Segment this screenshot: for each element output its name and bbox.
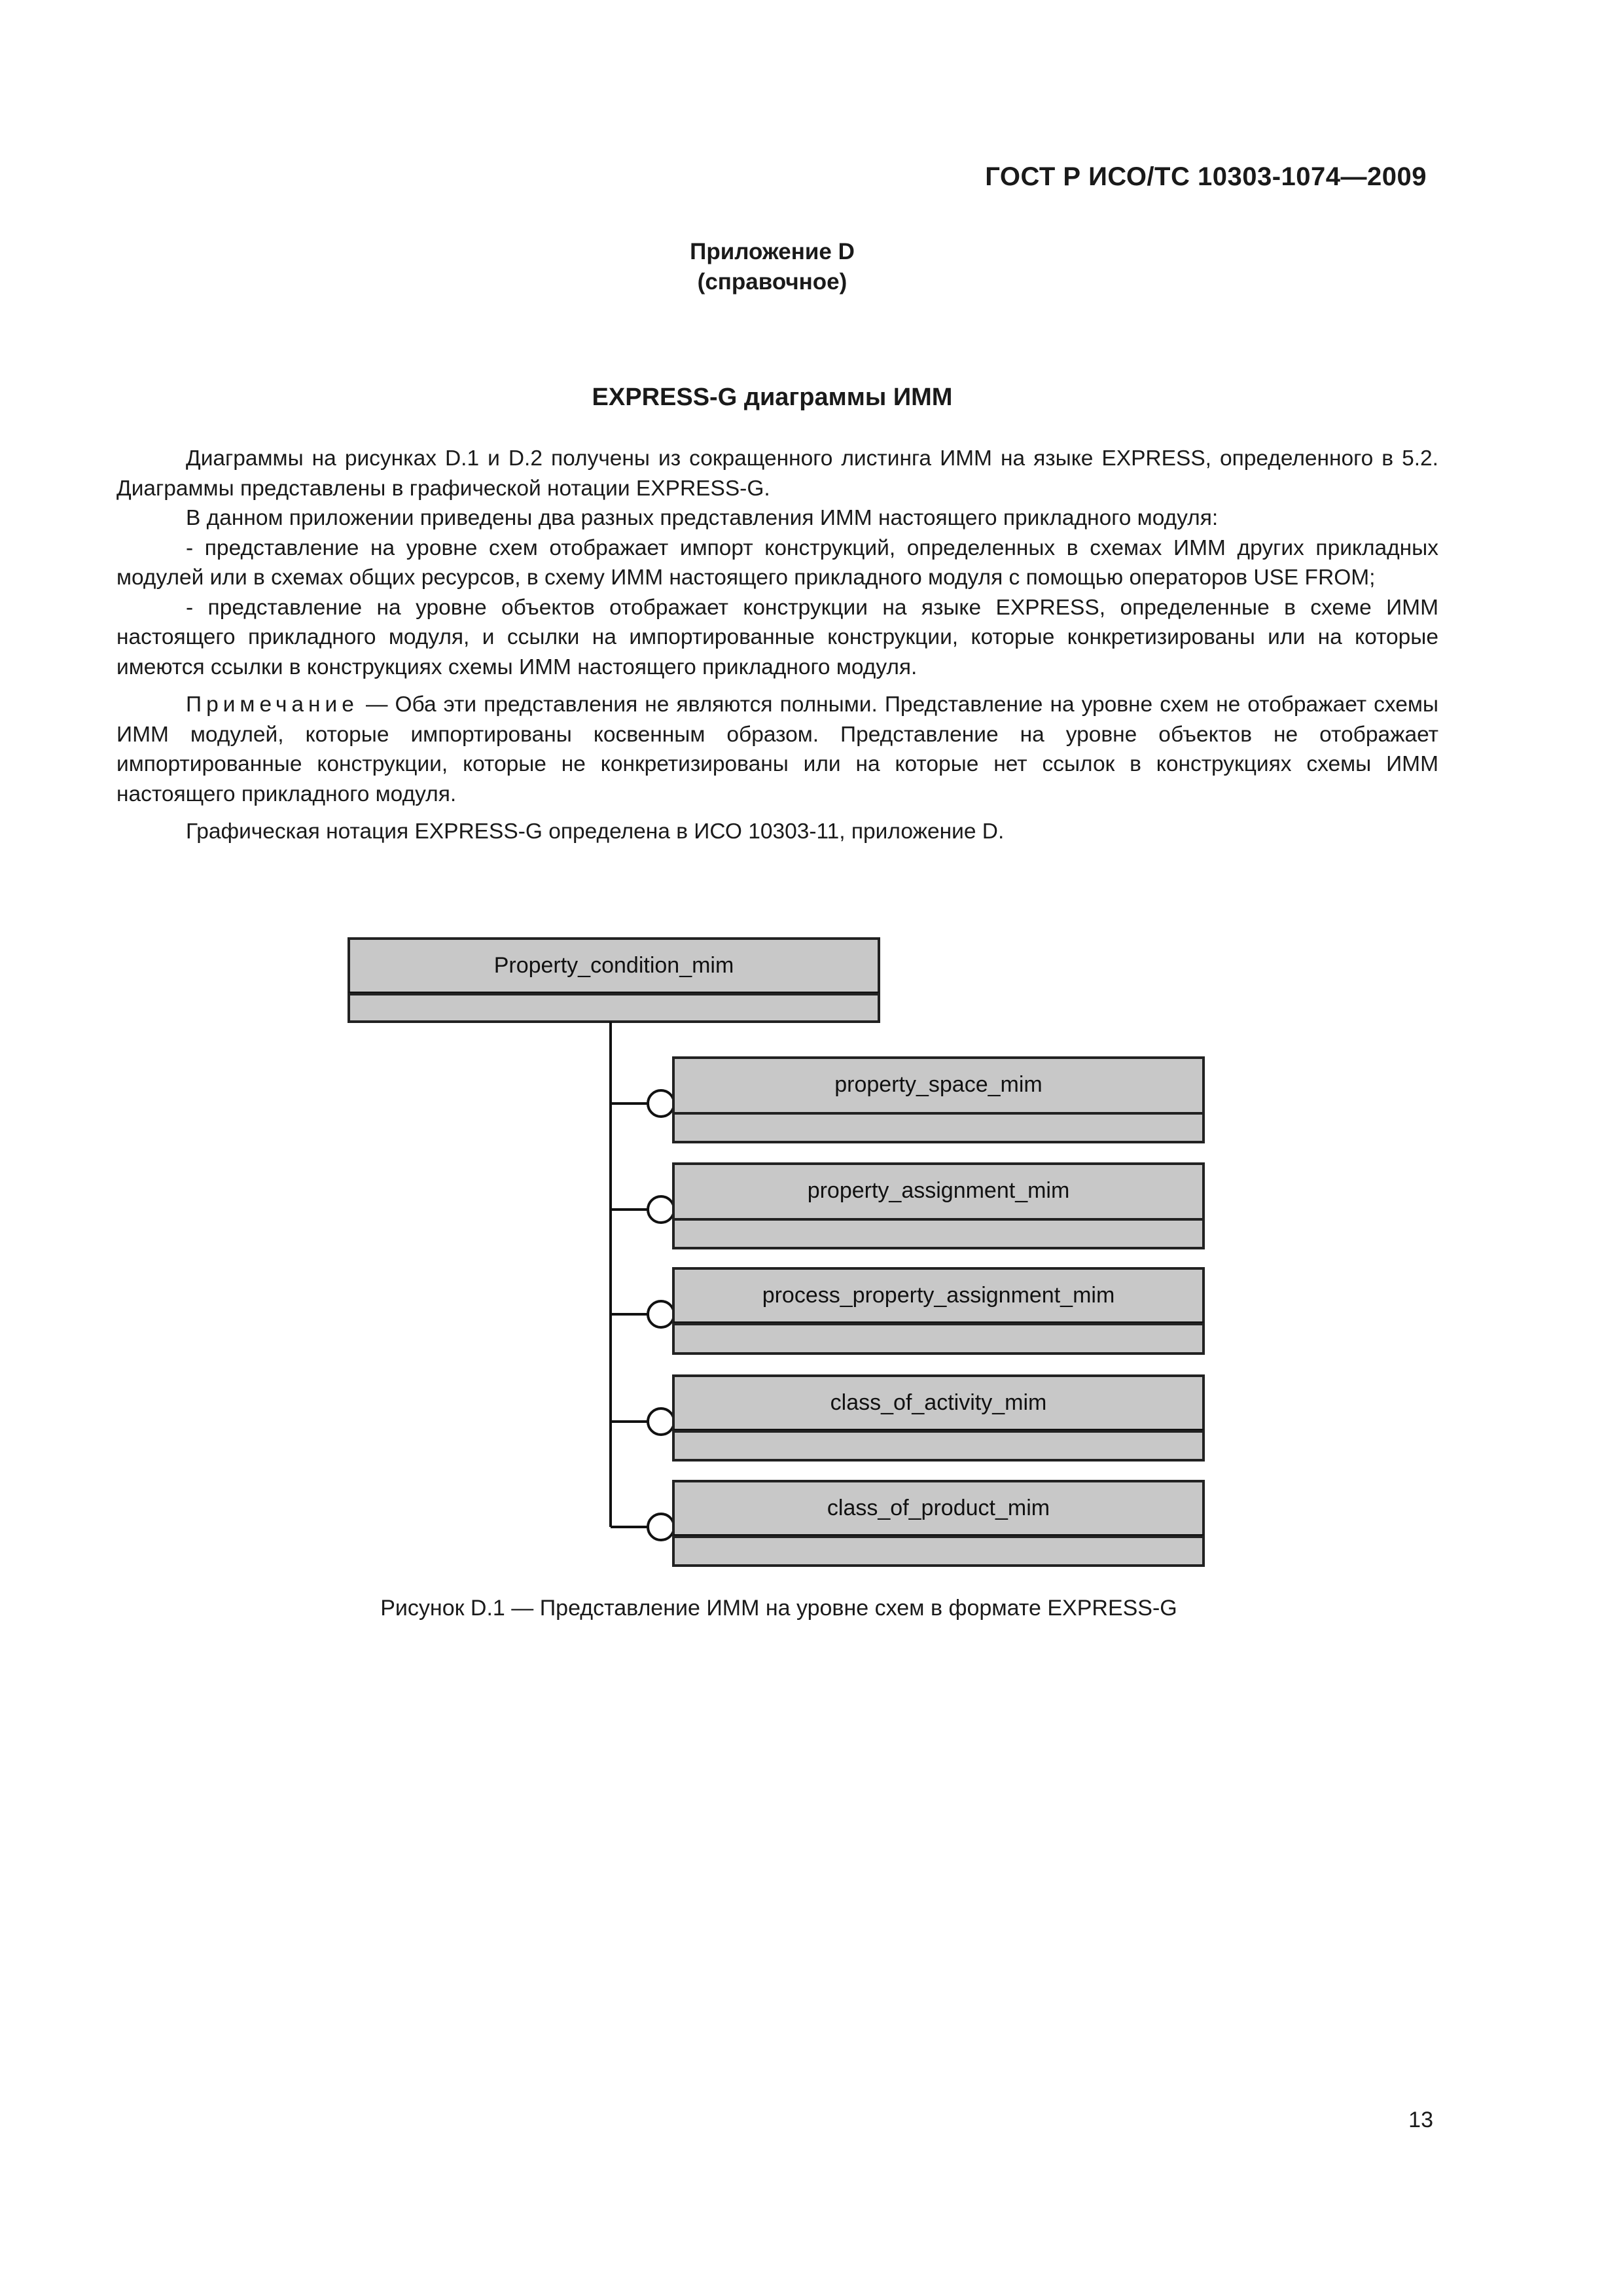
child-schema-box <box>611 1268 1204 1354</box>
child-schema-label: property_assignment_mim <box>807 1178 1070 1203</box>
annex-label: Приложение D <box>690 239 855 264</box>
child-schema-box <box>611 1376 1204 1460</box>
child-schema-box <box>611 1164 1204 1248</box>
annex-status: (справочное) <box>697 269 847 295</box>
paragraph-5: Графическая нотация EXPRESS-G определена в ИСО 10303-11, приложение D. <box>186 819 1005 844</box>
paragraph-1: Диаграммы на рисунках D.1 и D.2 получены из сокращенного листинга ИММ на языке EXPRESS, определенного в 5.2. Диаграммы представлены в графической нотации EXPRESS-G. <box>116 446 1438 501</box>
child-schema-label: class_of_activity_mim <box>830 1390 1047 1415</box>
child-schema-box <box>611 1481 1204 1566</box>
section-title: EXPRESS-G диаграммы ИММ <box>592 384 953 411</box>
root-schema-box <box>349 939 879 1022</box>
child-schema-box <box>611 1058 1204 1142</box>
figure-caption: Рисунок D.1 — Представление ИММ на уровне схем в формате EXPRESS-G <box>380 1596 1177 1621</box>
document-header: ГОСТ Р ИСО/ТС 10303-1074—2009 <box>985 162 1427 191</box>
paragraph-2: В данном приложении приведены два разных представления ИММ настоящего прикладного модуля: <box>186 506 1219 530</box>
child-schema-label: process_property_assignment_mim <box>762 1283 1115 1308</box>
note-label: Примечание <box>186 692 359 717</box>
paragraph-4: - представление на уровне объектов отображает конструкции на языке EXPRESS, определенные в схеме ИММ настоящего прикладного модуля, и ссылки на импортированные конструкции, которые конкретизированы или на которые имеются ссылки в конструкциях схемы ИММ настоящего прикладного модуля. <box>116 595 1438 679</box>
child-schema-label: property_space_mim <box>834 1072 1043 1097</box>
child-schema-label: class_of_product_mim <box>827 1496 1050 1520</box>
paragraph-3: - представление на уровне схем отображает импорт конструкций, определенных в схемах ИММ других прикладных модулей или в схемах общих ресурсов, в схему ИММ настоящего прикладного модуля с помощью операторов USE FROM; <box>116 535 1438 590</box>
note-text: — Оба эти представления не являются полными. Представление на уровне схем не отображает схемы ИММ модулей, которые импортированы косвенным образом. Представление на уровне объектов не отображает импортированные конструкции, которые не конкретизированы или на которые нет ссылок в конструкциях схемы ИММ настоящего прикладного модуля. <box>116 692 1438 806</box>
root-schema-label: Property_condition_mim <box>493 953 734 978</box>
page-number: 13 <box>1408 2108 1433 2132</box>
